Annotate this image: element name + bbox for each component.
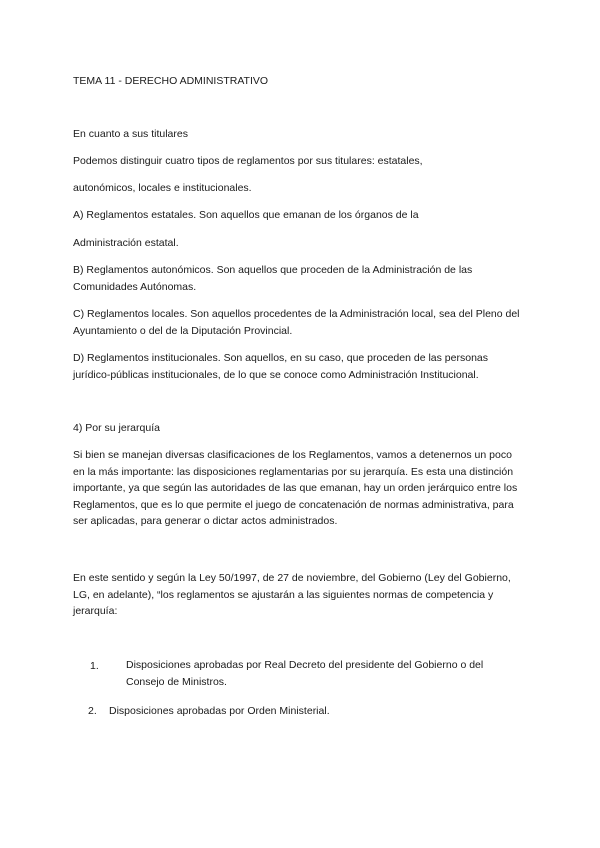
list-item-number: 1.: [90, 660, 99, 672]
list-item-text: Disposiciones aprobadas por Real Decreto del presidente del Gobierno o del Consejo de Ministros.: [126, 659, 484, 688]
paragraph-intro-line2: autonómicos, locales e institucionales.: [73, 182, 252, 194]
section-heading-jerarquia: 4) Por su jerarquía: [73, 422, 160, 434]
paragraph-ley-gobierno: En este sentido y según la Ley 50/1997, de 27 de noviembre, del Gobierno (Ley del Gobierno, LG, en adelante), “los reglamentos se ajustarán a las siguientes normas de competencia y jerarquía:: [73, 572, 511, 618]
paragraph-intro-line1: Podemos distinguir cuatro tipos de reglamentos por sus titulares: estatales,: [73, 155, 423, 167]
list-item-text: Disposiciones aprobadas por Orden Ministerial.: [109, 705, 330, 717]
paragraph-institucionales: D) Reglamentos institucionales. Son aquellos, en su caso, que proceden de las personas jurídico-públicas institucionales, de lo que se conoce como Administración Institucional.: [73, 352, 489, 381]
paragraph-titulares: En cuanto a sus titulares: [73, 128, 188, 140]
paragraph-estatales-line2: Administración estatal.: [73, 237, 179, 249]
list-item-number: 2.: [88, 705, 97, 717]
paragraph-estatales-line1: A) Reglamentos estatales. Son aquellos que emanan de los órganos de la: [73, 209, 419, 221]
document-title: TEMA 11 - DERECHO ADMINISTRATIVO: [73, 75, 269, 87]
paragraph-jerarquia: Si bien se manejan diversas clasificaciones de los Reglamentos, vamos a detenernos un poco en la más importante: las disposiciones reglamentarias por su jerarquía. Es esta una distinción importante, ya que según las autoridades de las que emanan, hay un orden jerárquico entre los Reglamentos, que es lo que permite el juego de concatenación de normas administrativa, para ser aplicadas, para generar o dictar actos administrados.: [73, 449, 518, 528]
paragraph-locales: C) Reglamentos locales. Son aquellos procedentes de la Administración local, sea del Pleno del Ayuntamiento o del de la Diputación Provincial.: [73, 308, 520, 337]
paragraph-autonomicos: B) Reglamentos autonómicos. Son aquellos que proceden de la Administración de las Comunidades Autónomas.: [73, 264, 473, 293]
